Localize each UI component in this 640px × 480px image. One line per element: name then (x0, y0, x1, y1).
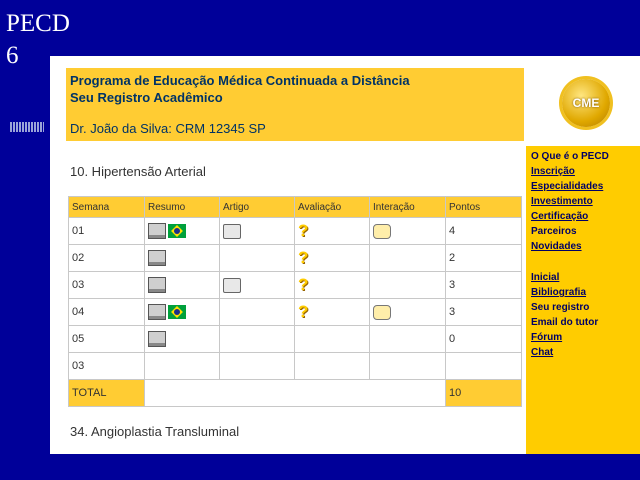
doctor-name: Dr. João da Silva: CRM 12345 SP (70, 121, 266, 136)
points-cell: 2 (446, 245, 522, 272)
book-icon[interactable] (148, 331, 166, 347)
decorative-stripe (10, 122, 44, 132)
points-cell (446, 353, 522, 380)
avaliacao-cell (295, 245, 370, 272)
question-mark-icon[interactable]: ? (298, 302, 309, 321)
progress-table (68, 196, 522, 407)
sidebar-item-especialidades[interactable]: Especialidades (531, 181, 604, 192)
browser-page (50, 56, 640, 454)
avaliacao-cell (295, 326, 370, 353)
brazil-flag-icon[interactable] (168, 305, 186, 319)
week-cell: 03 (69, 272, 145, 299)
slide-title: PECD (6, 10, 70, 37)
header-banner (66, 68, 524, 141)
artigo-cell (220, 218, 295, 245)
chat-icon[interactable] (373, 305, 391, 320)
book-icon[interactable] (148, 277, 166, 293)
article-icon[interactable] (223, 278, 241, 293)
column-header: Semana (69, 197, 145, 218)
sidebar-nav (526, 146, 640, 454)
section-title-angioplastia: 34. Angioplastia Transluminal (70, 424, 240, 439)
total-label: TOTAL (69, 380, 145, 407)
column-header: Avaliação (295, 197, 370, 218)
sidebar-item-parceiros[interactable]: Parceiros (531, 226, 577, 237)
sidebar-item-email-tutor[interactable]: Email do tutor (531, 317, 599, 328)
brazil-flag-icon[interactable] (168, 224, 186, 238)
avaliacao-cell (295, 218, 370, 245)
total-row (69, 380, 522, 407)
points-cell: 4 (446, 218, 522, 245)
resumo-cell (145, 218, 220, 245)
artigo-cell (220, 326, 295, 353)
program-title: Programa de Educação Médica Continuada a Distância (70, 73, 410, 88)
article-icon[interactable] (223, 224, 241, 239)
artigo-cell (220, 299, 295, 326)
table-row (69, 299, 522, 326)
sidebar-item-inscricao[interactable]: Inscrição (531, 166, 575, 177)
section-title-hipertensao: 10. Hipertensão Arterial (70, 164, 206, 179)
interacao-cell (370, 299, 446, 326)
artigo-cell (220, 272, 295, 299)
artigo-cell (220, 245, 295, 272)
avaliacao-cell (295, 299, 370, 326)
sidebar-item-novidades[interactable]: Novidades (531, 241, 582, 252)
question-mark-icon[interactable]: ? (298, 221, 309, 240)
table-row (69, 353, 522, 380)
question-mark-icon[interactable]: ? (298, 248, 309, 267)
question-mark-icon[interactable]: ? (298, 275, 309, 294)
sidebar-item-investimento[interactable]: Investimento (531, 196, 593, 207)
table-row (69, 218, 522, 245)
artigo-cell (220, 353, 295, 380)
column-header: Resumo (145, 197, 220, 218)
resumo-cell (145, 326, 220, 353)
resumo-cell (145, 272, 220, 299)
points-cell: 3 (446, 299, 522, 326)
interacao-cell (370, 218, 446, 245)
column-header: Interação (370, 197, 446, 218)
book-icon[interactable] (148, 304, 166, 320)
avaliacao-cell (295, 272, 370, 299)
table-header-row (69, 197, 522, 218)
sidebar-item-o-que-e[interactable]: O Que é o PECD (531, 151, 609, 162)
table-row (69, 326, 522, 353)
resumo-cell (145, 299, 220, 326)
week-cell: 01 (69, 218, 145, 245)
interacao-cell (370, 272, 446, 299)
sidebar-item-seu-registro[interactable]: Seu registro (531, 302, 590, 313)
slide-number: 6 (6, 42, 19, 69)
registry-title: Seu Registro Acadêmico (70, 90, 223, 105)
book-icon[interactable] (148, 250, 166, 266)
points-cell: 0 (446, 326, 522, 353)
sidebar-item-bibliografia[interactable]: Bibliografia (531, 287, 587, 298)
resumo-cell (145, 245, 220, 272)
chat-icon[interactable] (373, 224, 391, 239)
interacao-cell (370, 326, 446, 353)
week-cell: 04 (69, 299, 145, 326)
sidebar-item-certificacao[interactable]: Certificação (531, 211, 589, 222)
column-header: Pontos (446, 197, 522, 218)
sidebar-item-chat[interactable]: Chat (531, 347, 554, 358)
total-spacer (145, 380, 446, 407)
table-row (69, 245, 522, 272)
sidebar-item-inicial[interactable]: Inicial (531, 272, 560, 283)
book-icon[interactable] (148, 223, 166, 239)
week-cell: 03 (69, 353, 145, 380)
points-cell: 3 (446, 272, 522, 299)
week-cell: 05 (69, 326, 145, 353)
cme-seal-icon: CME (562, 79, 610, 127)
total-points: 10 (446, 380, 522, 407)
column-header: Artigo (220, 197, 295, 218)
sidebar-item-forum[interactable]: Fórum (531, 332, 563, 343)
resumo-cell (145, 353, 220, 380)
table-row (69, 272, 522, 299)
avaliacao-cell (295, 353, 370, 380)
interacao-cell (370, 353, 446, 380)
week-cell: 02 (69, 245, 145, 272)
interacao-cell (370, 245, 446, 272)
